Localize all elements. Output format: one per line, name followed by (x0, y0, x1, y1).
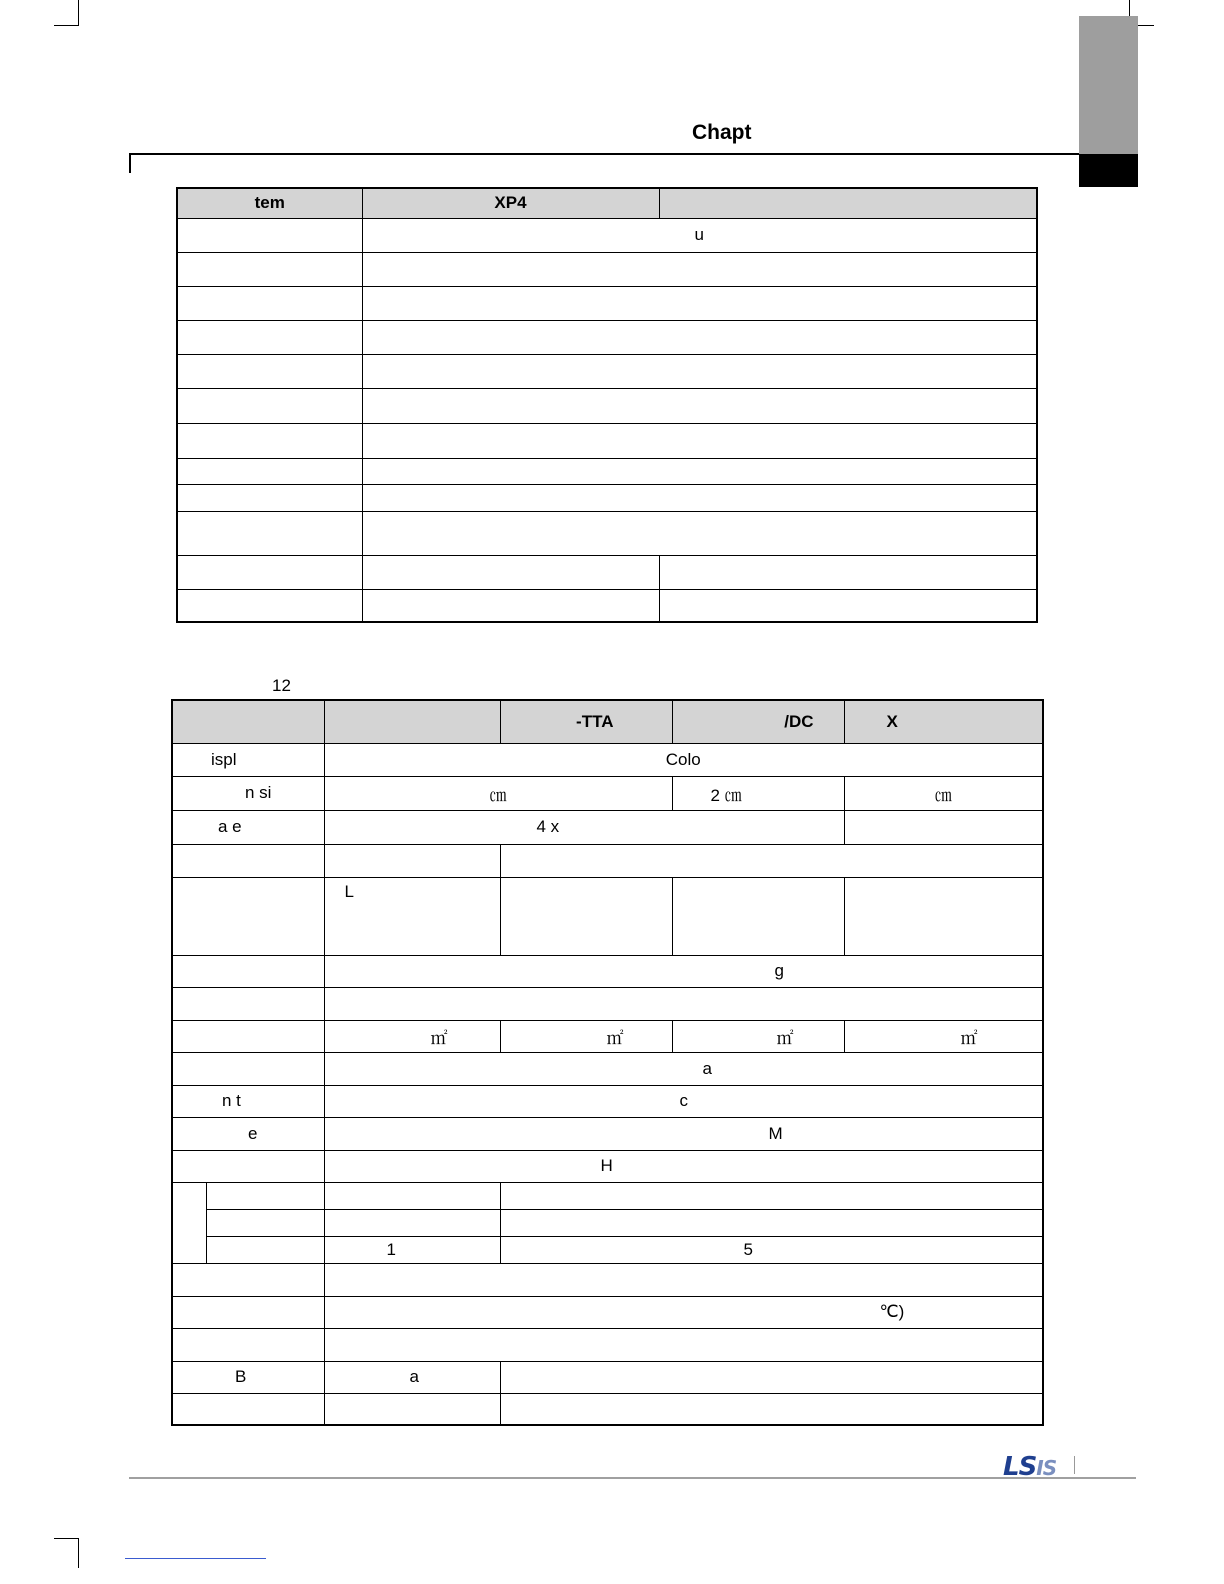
table2-cell (500, 1361, 1043, 1393)
table1-row-value (362, 354, 1037, 388)
table2-temp-value: ℃) (324, 1296, 1043, 1328)
crop-mark (78, 1538, 79, 1568)
table1-row-label (177, 484, 362, 511)
table1-row-label (177, 218, 362, 252)
table1-row-value (362, 286, 1037, 320)
table2-b-value: a (324, 1361, 500, 1393)
table2-size-label: n si (172, 776, 324, 810)
table2-cell (324, 1263, 1043, 1296)
table2-cell (324, 1209, 500, 1236)
table2-a-value: a (324, 1052, 1043, 1085)
table2-cell (672, 877, 844, 955)
ls-is-logo: LSIS (1003, 1452, 1057, 1482)
table2-resolution-value: 4 x (324, 810, 844, 844)
table1-row-label (177, 555, 362, 589)
table2-size-value-c: ㎝ (844, 776, 1043, 810)
chapter-tab-marker (1079, 16, 1138, 154)
table2-header-item (172, 700, 324, 743)
table2-caption: 12 (272, 676, 291, 695)
table1-row-label (177, 423, 362, 458)
table2-sub-value-b: 5 (500, 1236, 1043, 1263)
table2-cell (206, 1236, 324, 1263)
table2-header-model3: /DC (672, 700, 844, 743)
table2-cell (172, 877, 324, 955)
table1-row-label (177, 511, 362, 555)
table2-resolution-extra (844, 810, 1043, 844)
table1-row-label (177, 388, 362, 423)
table1-row-value (362, 423, 1037, 458)
footer-separator (1074, 1456, 1075, 1474)
table2-cell (500, 1182, 1043, 1209)
table2-cell (206, 1182, 324, 1209)
crop-mark (54, 1538, 79, 1539)
table2-g-value: g (324, 955, 1043, 987)
table2-cell (500, 844, 1043, 877)
table2-cell (500, 1209, 1043, 1236)
table2-cell (324, 844, 500, 877)
table1-row-value (362, 511, 1037, 555)
table1-row-value (362, 458, 1037, 484)
table2-display-value: Colo (324, 743, 1043, 776)
table1-cell (362, 589, 659, 622)
table2-sub-value-a: 1 (324, 1236, 500, 1263)
table2-cell (324, 1328, 1043, 1361)
table2-area-unit: ㎡ (500, 1020, 672, 1052)
table2-group-cell (172, 1182, 206, 1263)
table1-row-value (362, 484, 1037, 511)
table2-cell (324, 1182, 500, 1209)
table2-cell (172, 1263, 324, 1296)
header-rule-tick (129, 153, 131, 173)
table1-row-label (177, 320, 362, 354)
table1-row-label (177, 252, 362, 286)
table1-row-label (177, 589, 362, 622)
table2-display-label: ispl (172, 743, 324, 776)
table1-row-label (177, 354, 362, 388)
table2-cell (172, 1393, 324, 1425)
table1-cell (659, 555, 1037, 589)
table2-header-model1 (324, 700, 500, 743)
table2-e-label: e (172, 1117, 324, 1150)
table2-resolution-label: a e (172, 810, 324, 844)
header-rule (129, 153, 1079, 155)
table2-cell (324, 987, 1043, 1020)
table2-cell (172, 844, 324, 877)
table2-cell (500, 877, 672, 955)
table2-cell (172, 987, 324, 1020)
table2-area-unit: ㎡ (672, 1020, 844, 1052)
table2-cell (844, 877, 1043, 955)
table1-header-extra (659, 188, 1037, 218)
table2-m-value: M (324, 1117, 1043, 1150)
spec-table-1 (176, 187, 1038, 623)
chapter-tab-block (1079, 154, 1138, 187)
table2-size-value-b: 2 ㎝ (672, 776, 844, 810)
table2-cell (172, 955, 324, 987)
table2-cell (172, 1052, 324, 1085)
footnote-link-underline (125, 1558, 266, 1559)
table2-area-unit: ㎡ (324, 1020, 500, 1052)
table2-l-value: L (324, 877, 500, 955)
crop-mark (78, 0, 79, 26)
table1-cell (362, 555, 659, 589)
table2-cell (172, 1296, 324, 1328)
table1-header-item: tem (177, 188, 362, 218)
crop-mark (54, 25, 79, 26)
chapter-title: Chapt (692, 121, 752, 144)
table1-row-label (177, 286, 362, 320)
spec-table-2 (171, 699, 1044, 1426)
table2-header-model2: -TTA (500, 700, 672, 743)
table1-row-value (362, 252, 1037, 286)
table2-nt-label: n t (172, 1085, 324, 1117)
table2-cell (172, 1020, 324, 1052)
footer-rule (129, 1477, 1136, 1479)
table2-c-value: c (324, 1085, 1043, 1117)
table2-cell (324, 1393, 500, 1425)
table1-row-value: u (362, 218, 1037, 252)
table2-cell (172, 1150, 324, 1182)
table1-cell (659, 589, 1037, 622)
table1-row-value (362, 320, 1037, 354)
table2-h-value: H (324, 1150, 1043, 1182)
table1-header-model: XP4 (362, 188, 659, 218)
table2-cell (500, 1393, 1043, 1425)
table2-area-unit: ㎡ (844, 1020, 1043, 1052)
table1-row-label (177, 458, 362, 484)
table2-header-model4: X (844, 700, 1043, 743)
table2-cell (172, 1328, 324, 1361)
table2-b-label: B (172, 1361, 324, 1393)
table1-row-value (362, 388, 1037, 423)
table2-cell (206, 1209, 324, 1236)
table2-size-value-a: ㎝ (324, 776, 672, 810)
